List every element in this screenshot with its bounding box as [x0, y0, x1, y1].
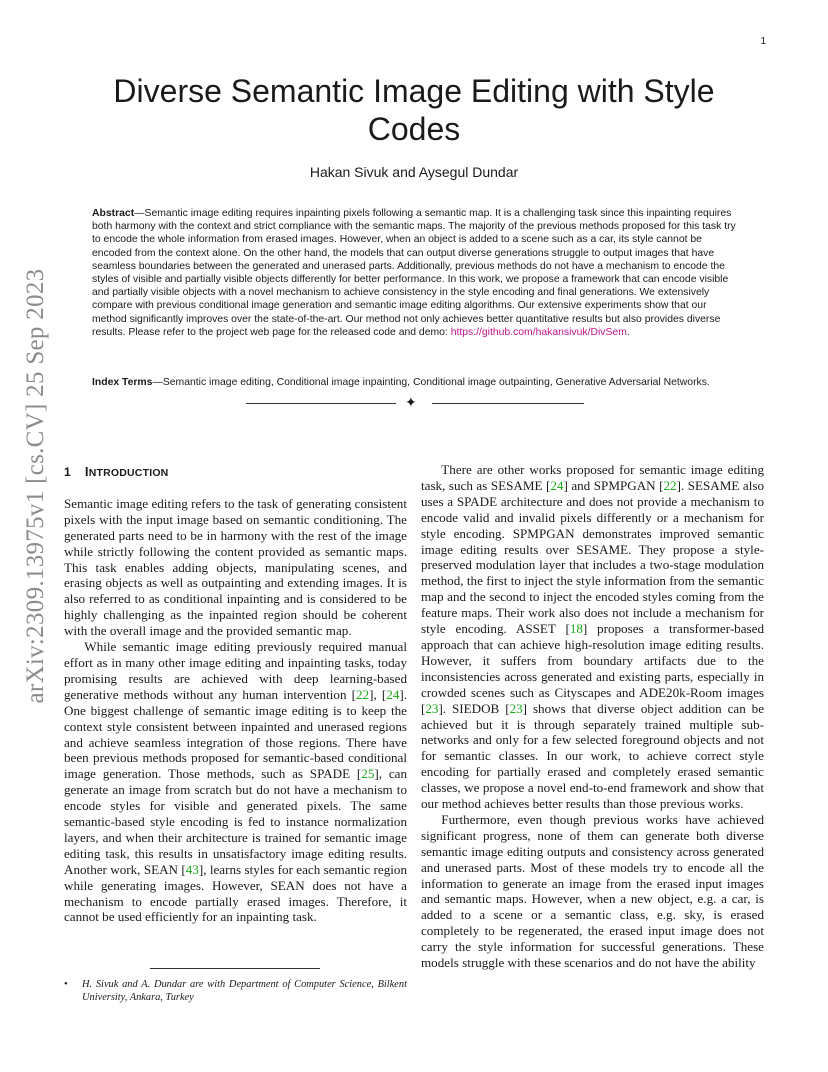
right-column: [421, 462, 764, 971]
text-span: ]. SESAME also uses a SPADE architecture and does not provide a mechanism to encode valid and invalid pixels differently or a mechanism for style encoding. SPMPGAN demonstrates improved semantic image editing results over SESAME. They propose a style-preserved modulation layer that includes a two-stage modulation method, the first to inject the style information from the semantic map and the second to inject the encoded styles coming from the feature maps. Their work also does not include a mechanism for style encoding. ASSET [: [421, 477, 764, 637]
divider-line-left: [246, 403, 396, 404]
citation-link[interactable]: 23: [425, 700, 439, 716]
text-span: ], can generate an image from scratch but do not have a mechanism to encode styles for visible and generated pixels. The same semantic-based style encoding is fed to instance normalization layers, and when their architecture is trained for semantic image editing task, this results in unsatisfactory image editing results. Another work, SEAN [: [64, 766, 408, 877]
section-number: 1: [64, 465, 71, 479]
divider-line-right: [432, 403, 584, 404]
paper-title: Diverse Semantic Image Editing with Style Codes: [113, 73, 715, 147]
citation-link[interactable]: 22: [356, 686, 370, 702]
index-terms: [92, 376, 739, 389]
citation-link[interactable]: 23: [509, 700, 523, 716]
text-span: While semantic image editing previously required manual effort as in many other image editing and inpainting tasks, today promising results are achieved with deep learning-based generative methods without any human intervention [: [64, 639, 407, 702]
text-span: ]. One biggest challenge of semantic image editing is to keep the context style consistent between inpainted and unerased regions and achieve seamless integration of those regions. There have been previous methods proposed for semantic-based conditional image generation. Those methods, such as SPADE [: [64, 686, 407, 782]
citation-link[interactable]: 25: [361, 766, 375, 782]
code-link[interactable]: https://github.com/hakansivuk/DivSem: [450, 326, 627, 338]
footnote-rule: [150, 968, 320, 969]
text-span: ]. SIEDOB [: [438, 700, 510, 716]
author-list: Hakan Sivuk and Aysegul Dundar: [309, 164, 519, 180]
text-span: ], [: [369, 686, 387, 702]
text-span: ] shows that diverse object addition can be achieved but it is through separately trained multiple sub-networks and only for a few selected foreground objects and not for semantic classes. In our work, to achieve correct style encoding for partially erased and completely erased semantic classes, we propose a novel end-to-end framework and show that our method achieves better results than those previous works.: [421, 700, 765, 812]
citation-link[interactable]: 24: [386, 686, 400, 702]
intro-paragraph-4: Furthermore, even though previous works have achieved significant progress, none of them can generate both diverse semantic image editing outputs and consistency across generated and unerased parts. Most of these models try to encode all the information to generate an image from the erased input images and semantic maps. However, when a new object, e.g. a car, is added to a scene or a semantic class, e.g. sky, is erased completely to be regenerated, the erased input image does not carry the style information for successful generations. These models struggle with these scenarios and do not have the ability: [421, 811, 764, 971]
text-span: ] and SPMPGAN [: [563, 477, 664, 493]
index-terms-label: Index Terms: [92, 377, 153, 388]
diamond-star-icon: ✦: [405, 395, 417, 411]
index-terms-text: —Semantic image editing, Conditional image inpainting, Conditional image outpainting, Generative Adversarial Networks.: [152, 377, 710, 388]
citation-link[interactable]: 18: [569, 621, 583, 637]
intro-paragraph-2: [64, 639, 407, 925]
abstract-end: .: [626, 326, 630, 338]
citation-link[interactable]: 24: [550, 477, 564, 493]
abstract-label: Abstract: [92, 208, 135, 219]
footnote-text: H. Sivuk and A. Dundar are with Department of Computer Science, Bilkent University, Ankara, Turkey: [82, 979, 407, 1003]
left-column: [64, 462, 407, 925]
abstract-text: —Semantic image editing requires inpainting pixels following a semantic map. It is a challenging task since this inpainting requires both harmony with the context and strict compliance with the semantic maps. The majority of the previous methods proposed for this task try to encode the whole information from erased images. However, when an object is added to a scene such as a car, its style cannot be encoded from the context alone. On the other hand, the models that can output diverse generations struggle to output images that have seamless boundaries between the generated and unerased parts. Additionally, previous methods do not have a mechanism to encode the styles of visible and partially visible objects differently for better performance. In this work, we propose a framework that can encode visible and partially visible objects with a novel mechanism to achieve consistency in the style encoding and final generations. We extensively compare with previous conditional image generation and semantic image editing algorithms. Our extensive experiments show that our method significantly improves over the state-of-the-art. Our method not only achieves better quantitative results but also provides diverse results. Please refer to the project web page for the released code and demo:: [92, 208, 736, 338]
text-span: ] proposes a transformer-based approach that can achieve high-resolution image editing results. However, it suffers from boundary artifacts due to the inconsistencies across generated and existing parts, especially in crowded scenes such as Cityscapes and ADE20k-Room images [: [421, 621, 764, 716]
text-span: ], learns styles for each semantic region while generating images. However, SEAN does not have a mechanism to encode partially erased images. Therefore, it cannot be used efficiently for an inpainting task.: [64, 861, 407, 925]
abstract: [92, 207, 739, 339]
intro-paragraph-1: Semantic image editing refers to the task of generating consistent pixels with the input image based on semantic conditioning. The generated parts need to be in harmony with the rest of the image while strictly following the content provided as semantic maps. This task enables adding objects, manipulating scenes, and erasing objects as well as outpainting and extending images. It is also referred to as conditional inpainting and is considered to be highly challenging as the inpainted region should be coherent with the overall image and the provided semantic map.: [64, 495, 407, 639]
section-heading: [64, 464, 407, 482]
citation-link[interactable]: 22: [663, 477, 677, 493]
intro-paragraph-3: [421, 462, 764, 812]
citation-link[interactable]: 43: [185, 861, 199, 877]
section-title: INTRODUCTION: [84, 464, 169, 479]
page-number: 1: [760, 36, 766, 47]
author-footnote: [64, 978, 407, 1004]
text-span: There are other works proposed for semantic image editing task, such as SESAME [: [421, 462, 764, 493]
arxiv-stamp-text: arXiv:2309.13975v1 [cs.CV] 25 Sep 2023: [22, 268, 49, 704]
bullet-icon: •: [64, 979, 68, 990]
